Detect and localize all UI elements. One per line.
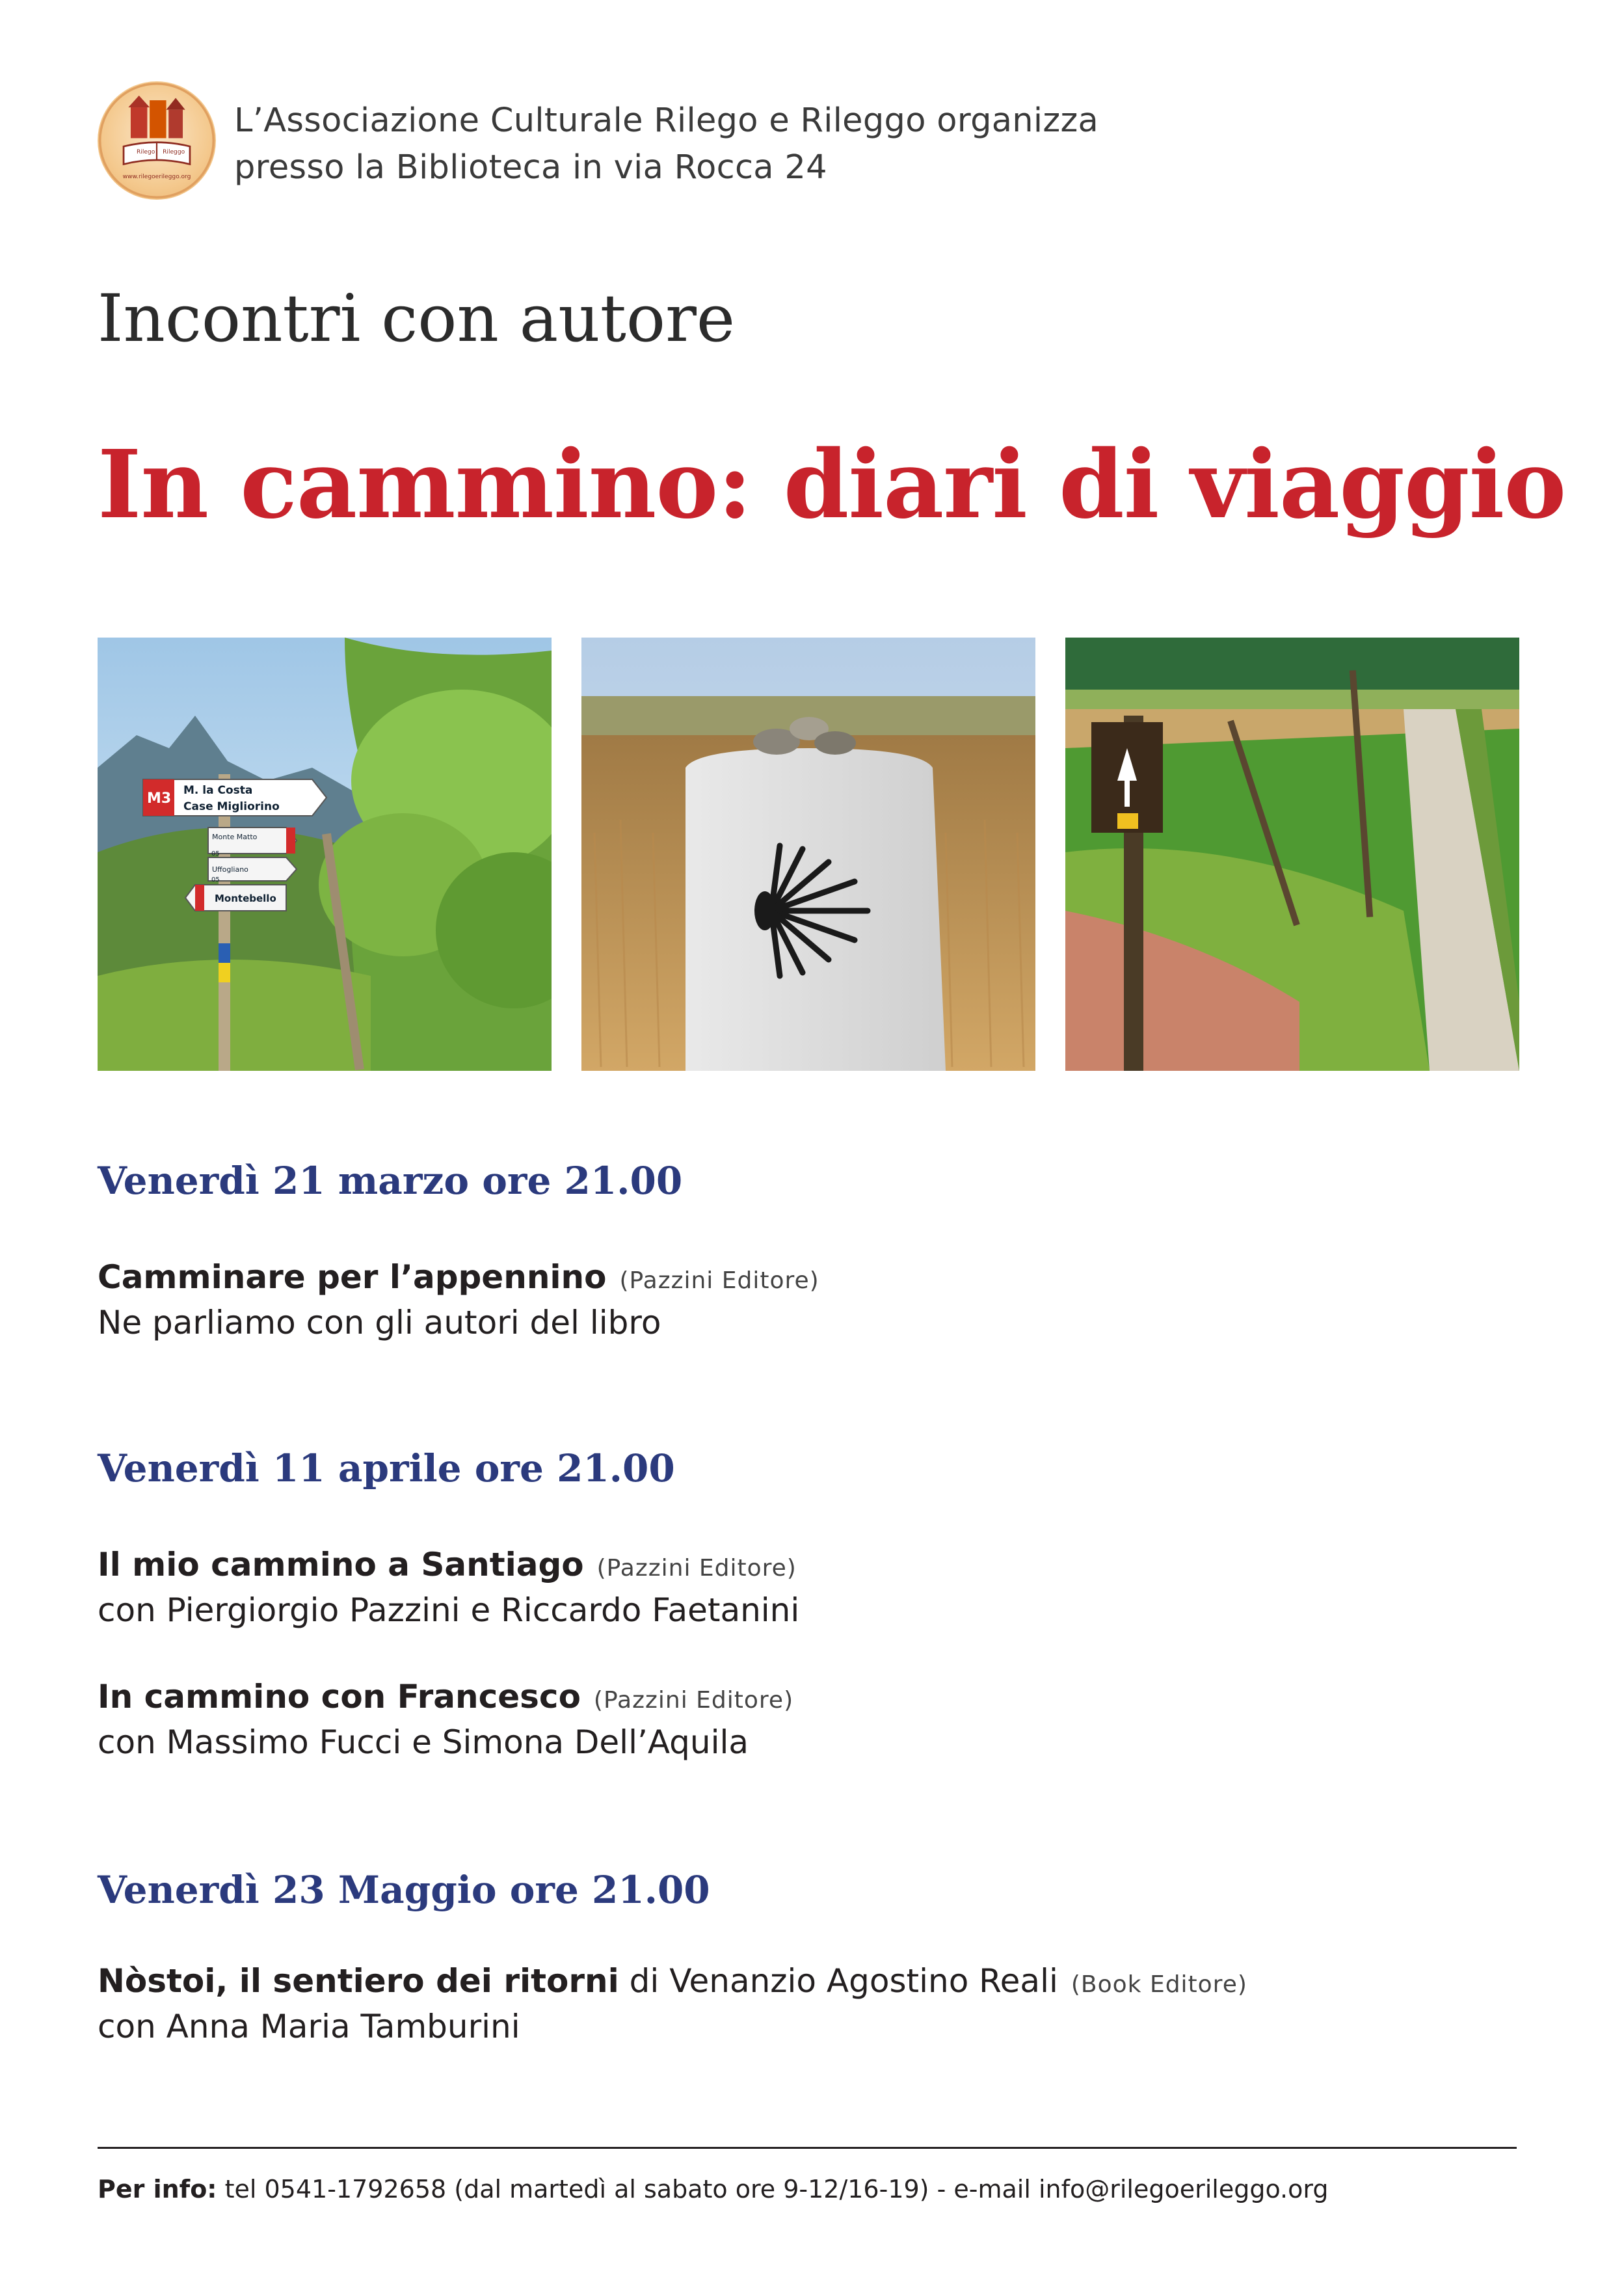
event-2b-publisher: (Pazzini Editore) [593, 1687, 794, 1714]
organizer-line-2: presso la Biblioteca in via Rocca 24 [234, 148, 827, 187]
sign-dest-1: M. la Costa [183, 784, 253, 797]
series-subtitle: Incontri con autore [98, 280, 736, 357]
sign-number-1: 05 [211, 850, 220, 857]
event-2a-book-line [98, 1542, 797, 1591]
event-3-book-title: Nòstoi, il sentiero dei ritorni [98, 1962, 619, 2000]
organizer-text [234, 98, 1098, 191]
event-3-detail: con Anna Maria Tamburini [98, 2008, 520, 2045]
logo-label-right: Rileggo [163, 149, 185, 156]
footer-divider [98, 2147, 1517, 2149]
event-2b-book-line [98, 1674, 793, 1723]
event-2b-book-title: In cammino con Francesco [98, 1678, 581, 1716]
event-3-book-line [98, 1958, 1247, 2008]
photo-trail-signs [98, 638, 552, 1071]
footer-contact: tel 0541-1792658 (dal martedì al sabato ore 9-12/16-19) - e-mail info@rilegoerileggo.org [217, 2175, 1329, 2203]
event-2a-detail: con Piergiorgio Pazzini e Riccardo Faetanini [98, 1591, 800, 1629]
event-title: In cammino: diari di viaggio [98, 429, 1566, 539]
event-2b-detail: con Massimo Fucci e Simona Dell’Aquila [98, 1723, 749, 1761]
event-3-publisher: (Book Editore) [1071, 1971, 1247, 1998]
event-2a-publisher: (Pazzini Editore) [596, 1555, 797, 1582]
sign-route-code: M3 [147, 790, 172, 807]
sign-dest-5: Montebello [215, 893, 276, 904]
photo-camino-marker [581, 638, 1035, 1071]
photo-countryside-path [1065, 638, 1519, 1071]
footer-label: Per info: [98, 2175, 217, 2203]
sign-dest-2: Case Migliorino [183, 800, 280, 813]
event-3-author: di Venanzio Agostino Reali [629, 1962, 1058, 2000]
logo-url: www.rilegoerileggo.org [122, 174, 191, 181]
sign-number-2: 05 [211, 876, 220, 883]
event-3-date: Venerdì 23 Maggio ore 21.00 [98, 1868, 710, 1912]
sign-dest-3: Monte Matto [212, 833, 258, 841]
logo-label-left: Rilego [137, 149, 155, 156]
organizer-line-1: L’Associazione Culturale Rilego e Rileggo organizza [234, 101, 1099, 140]
event-1-book-title: Camminare per l’appennino [98, 1258, 607, 1296]
footer-info [98, 2170, 1328, 2209]
logo-image [98, 81, 216, 200]
event-1-book-line [98, 1254, 819, 1304]
event-1-publisher: (Pazzini Editore) [619, 1267, 819, 1294]
event-2-date: Venerdì 11 aprile ore 21.00 [98, 1446, 675, 1490]
association-logo [98, 81, 216, 200]
sign-dest-4: Uffogliano [212, 865, 248, 874]
event-1-date: Venerdì 21 marzo ore 21.00 [98, 1159, 683, 1203]
event-1-detail: Ne parliamo con gli autori del libro [98, 1304, 661, 1341]
event-2a-book-title: Il mio cammino a Santiago [98, 1546, 584, 1583]
